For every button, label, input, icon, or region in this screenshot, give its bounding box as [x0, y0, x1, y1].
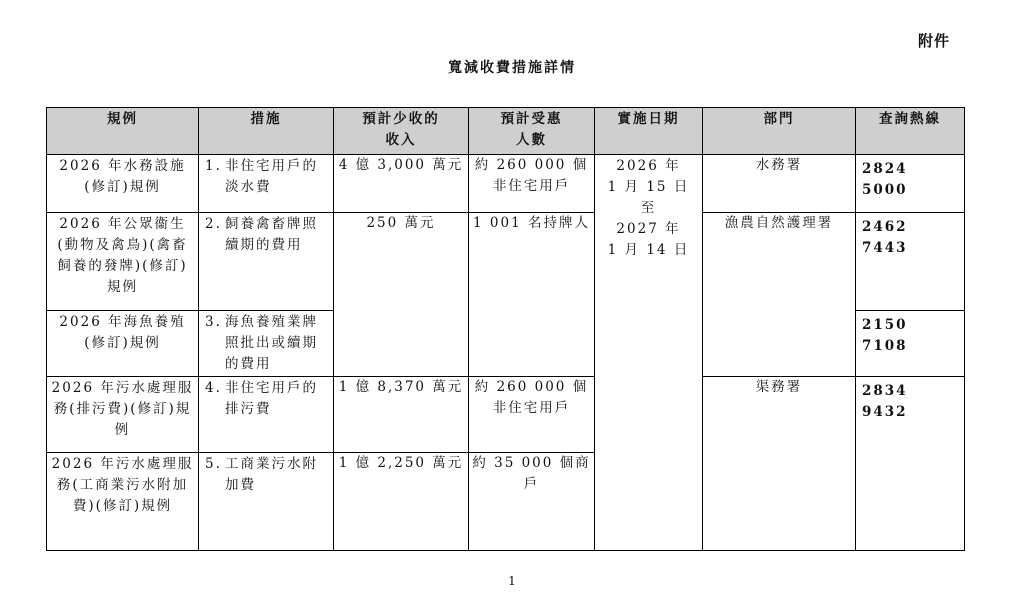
period-line4: 2027 年: [616, 221, 681, 237]
hotline-cell: 2150 7108: [856, 311, 965, 377]
measure-text: 非住宅用戶的排污費: [225, 380, 318, 417]
period-line1: 2026 年: [616, 158, 681, 174]
period-line5: 1 月 14 日: [607, 242, 690, 258]
revenue-cell: 250 萬元: [334, 213, 469, 377]
header-regulation: 規例: [47, 108, 199, 155]
regulation-cell: 2026 年污水處理服務(排污費)(修訂)規例: [47, 377, 199, 453]
beneficiaries-cell: 約 260 000 個非住宅用戶: [469, 377, 595, 453]
measure-cell: [199, 213, 334, 311]
regulation-cell: 2026 年水務設施(修訂)規例: [47, 155, 199, 213]
regulation-cell: 2026 年公眾衞生(動物及禽鳥)(禽畜飼養的發牌)(修訂)規例: [47, 213, 199, 311]
page-number: 1: [508, 574, 516, 588]
revenue-cell: 4 億 3,000 萬元: [334, 155, 469, 213]
department-cell: 漁農自然護理署: [703, 213, 856, 377]
header-beneficiaries-line1: 預計受惠: [500, 111, 563, 127]
beneficiaries-cell: 約 260 000 個非住宅用戶: [469, 155, 595, 213]
measure-number: 2.: [205, 216, 222, 232]
beneficiaries-cell: 約 35 000 個商戶: [469, 453, 595, 551]
period-line3: 至: [640, 200, 657, 216]
hotline-cell: 2834 9432: [856, 377, 965, 551]
fee-concession-table: [46, 107, 965, 551]
header-revenue-line1: 預計少收的: [362, 111, 440, 127]
measure-cell: [199, 155, 334, 213]
header-period: 實施日期: [595, 108, 703, 155]
annex-label: 附件: [918, 32, 951, 50]
table-header-row: [47, 108, 965, 155]
period-cell: [595, 155, 703, 551]
document-title: 寬減收費措施詳情: [448, 60, 576, 76]
header-department: 部門: [703, 108, 856, 155]
header-revenue: [334, 108, 469, 155]
beneficiaries-cell: 1 001 名持牌人: [469, 213, 595, 377]
regulation-cell: 2026 年污水處理服務(工商業污水附加費)(修訂)規例: [47, 453, 199, 551]
header-beneficiaries-line2: 人數: [516, 132, 547, 148]
measure-cell: [199, 311, 334, 377]
revenue-cell: 1 億 2,250 萬元: [334, 453, 469, 551]
table-row: [47, 155, 965, 213]
revenue-cell: 1 億 8,370 萬元: [334, 377, 469, 453]
measure-number: 3.: [205, 314, 222, 330]
measure-text: 非住宅用戶的淡水費: [225, 158, 318, 195]
table-row: [47, 213, 965, 311]
department-cell: 水務署: [703, 155, 856, 213]
header-revenue-line2: 收入: [385, 132, 417, 148]
hotline-cell: 2462 7443: [856, 213, 965, 311]
header-beneficiaries: [469, 108, 595, 155]
measure-cell: [199, 453, 334, 551]
measure-text: 工商業污水附加費: [225, 456, 318, 493]
period-line2: 1 月 15 日: [607, 179, 690, 195]
measure-text: 飼養禽畜牌照續期的費用: [225, 216, 318, 253]
header-hotline: 查詢熱線: [856, 108, 965, 155]
hotline-cell: 2824 5000: [856, 155, 965, 213]
measure-text: 海魚養殖業牌照批出或續期的費用: [225, 314, 318, 372]
regulation-cell: 2026 年海魚養殖(修訂)規例: [47, 311, 199, 377]
measure-cell: [199, 377, 334, 453]
department-cell: 渠務署: [703, 377, 856, 551]
header-measure: 措施: [199, 108, 334, 155]
measure-number: 4.: [205, 380, 222, 396]
table-row: [47, 377, 965, 453]
measure-number: 1.: [205, 158, 222, 174]
measure-number: 5.: [205, 456, 222, 472]
